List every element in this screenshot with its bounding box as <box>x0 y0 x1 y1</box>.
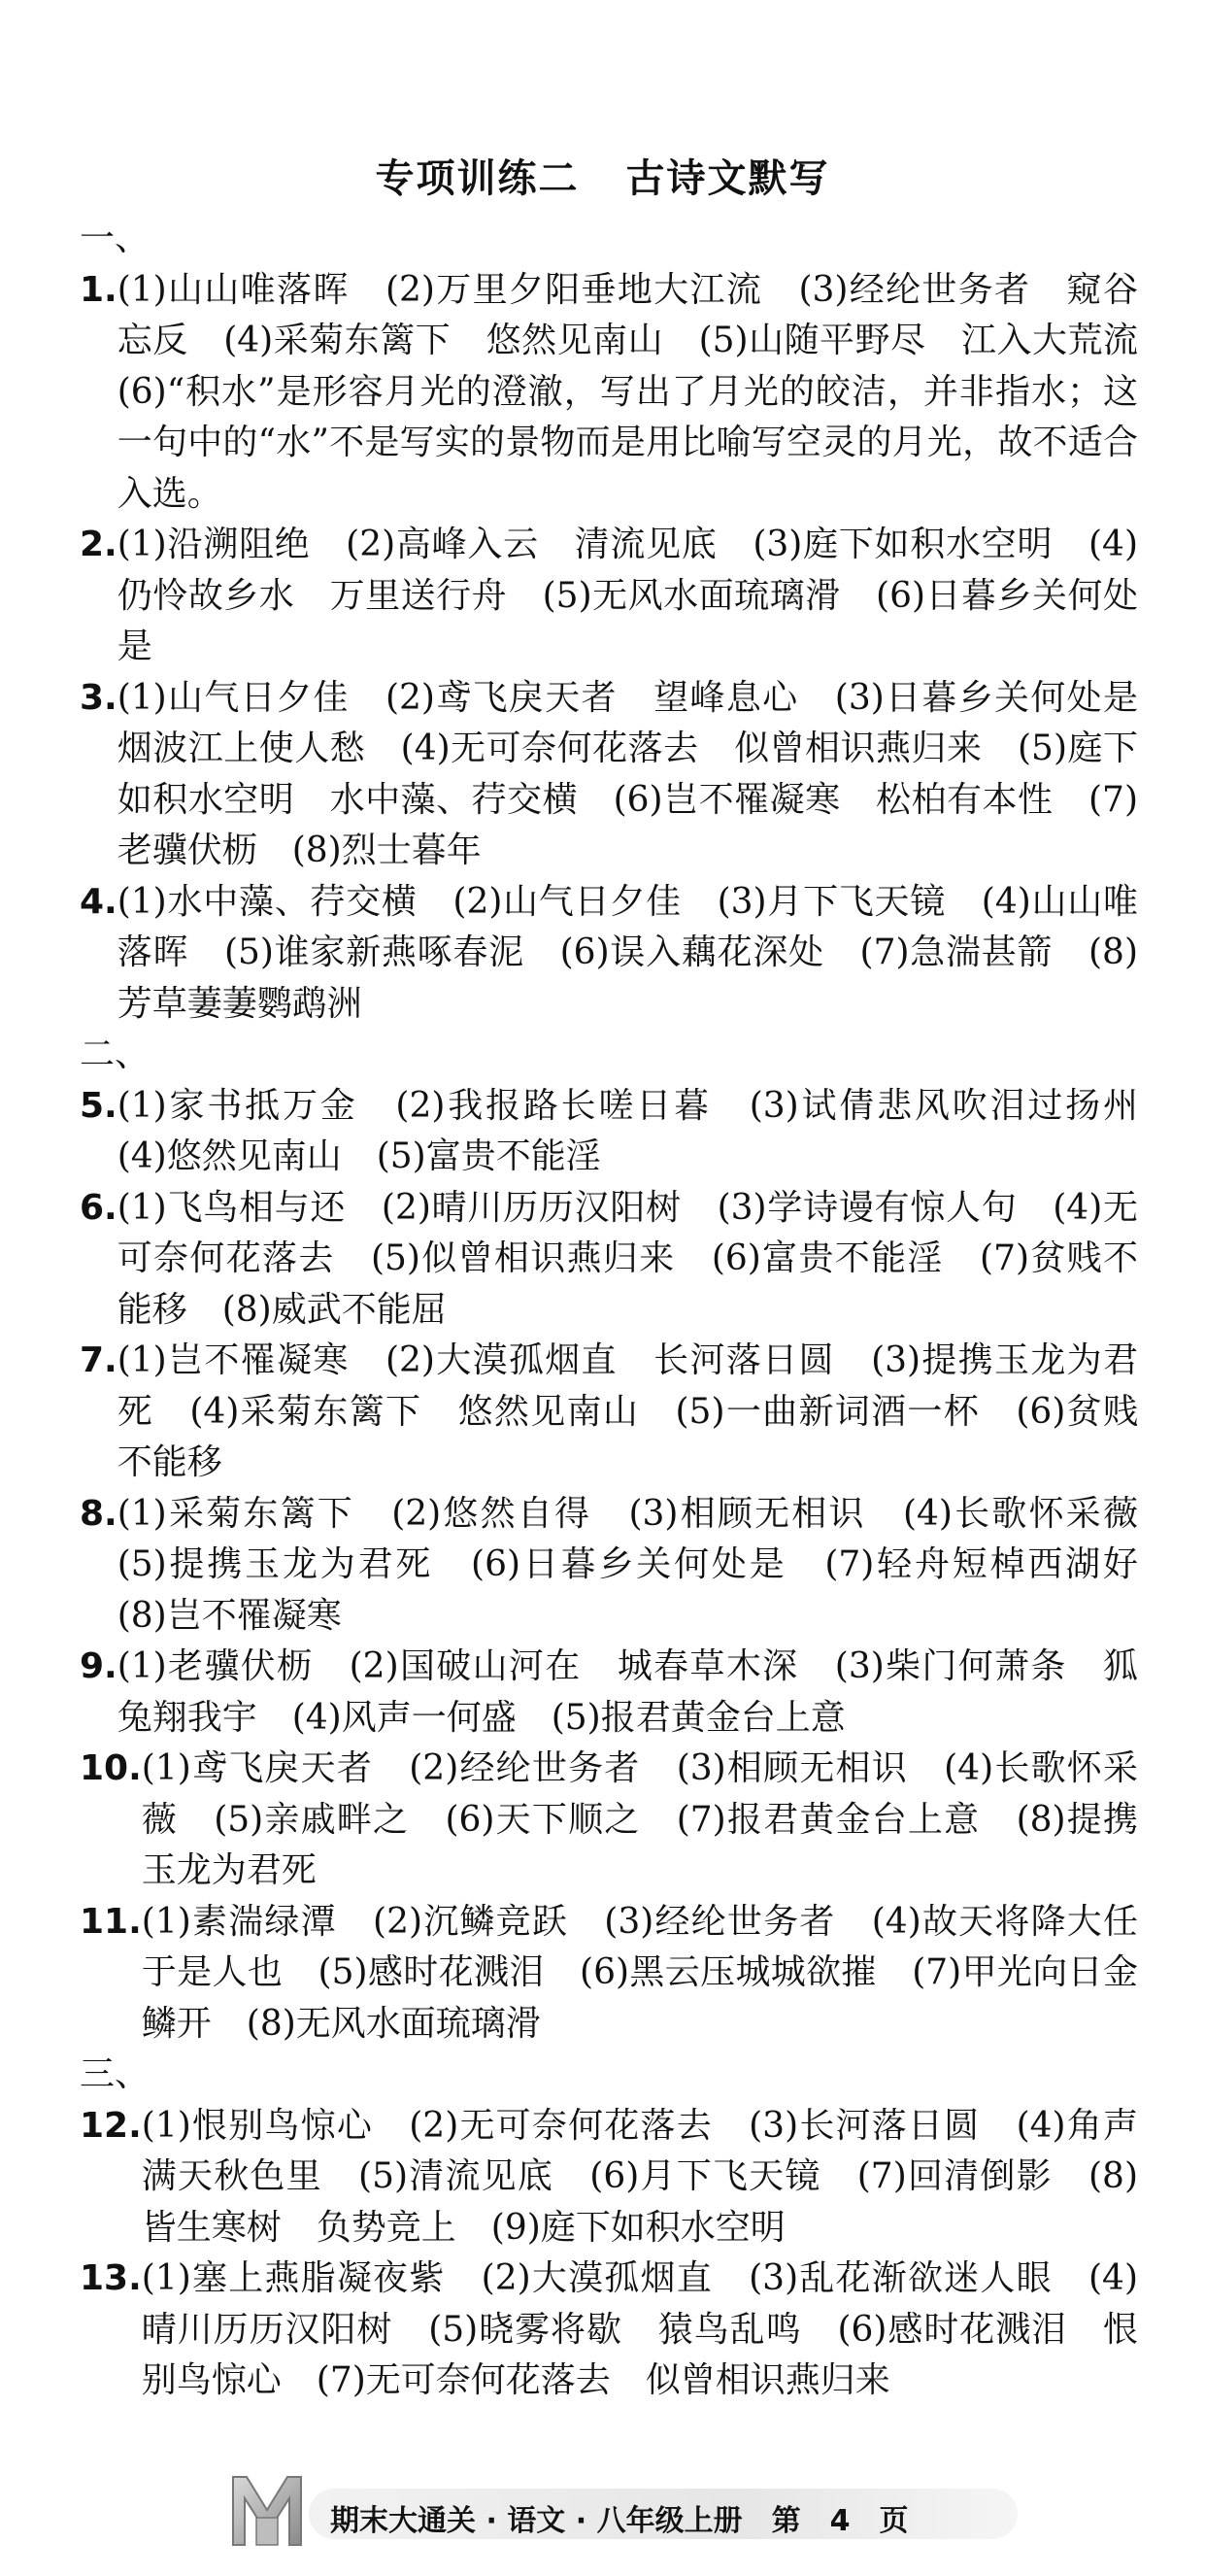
footer-page-label: 期末大通关 · 语文 · 八年级上册 第 4 页 <box>330 2504 909 2538</box>
page-title <box>0 148 1205 203</box>
question-answer: (1)沿溯阻绝 (2)高峰入云 清流见底 (3)庭下如积水空明 (4)仍怜故乡水 万里送行舟 (5)无风水面琉璃滑 (6)日暮乡关何处是 <box>117 525 1138 666</box>
question-10 <box>80 1744 1138 1897</box>
question-number: 4. <box>80 881 117 922</box>
section-heading-1: 一、 <box>80 219 151 258</box>
question-1 <box>80 265 1174 521</box>
question-answer: (1)家书抵万金 (2)我报路长嗟日暮 (3)试倩悲风吹泪过扬州 (4)悠然见南山 (5)富贵不能淫 <box>117 1085 1174 1176</box>
section-heading-3: 三、 <box>80 2054 151 2094</box>
question-2 <box>80 520 1138 673</box>
question-11 <box>80 1897 1138 2051</box>
title-topic: 专项训练二 <box>375 156 580 201</box>
answer-content <box>80 214 1174 2407</box>
question-answer: (1)山气日夕佳 (2)鸢飞戾天者 望峰息心 (3)日暮乡关何处是 烟波江上使人愁 (4)无可奈何花落去 似曾相识燕归来 (5)庭下如积水空明 水中藻、荇交横 (6)岂不罹凝寒 松柏有本性 (7)老骥伏枥 (8)烈士暮年 <box>117 677 1174 870</box>
question-number: 1. <box>80 269 117 310</box>
page-footer <box>0 2461 1205 2559</box>
question-number: 2. <box>80 525 117 564</box>
section-heading-2: 二、 <box>80 1034 151 1074</box>
question-number: 3. <box>80 677 117 718</box>
question-number: 11. <box>80 1901 142 1942</box>
question-number: 8. <box>80 1493 117 1534</box>
question-answer: (1)素湍绿潭 (2)沉鳞竞跃 (3)经纶世务者 (4)故天将降大任于是人也 (5)感时花溅泪 (6)黑云压城城欲摧 (7)甲光向日金鳞开 (8)无风水面琉璃滑 <box>141 1901 1138 2044</box>
question-answer: (1)鸢飞戾天者 (2)经纶世务者 (3)相顾无相识 (4)长歌怀采薇 (5)亲戚畔之 (6)天下顺之 (7)报君黄金台上意 (8)提携玉龙为君死 <box>141 1748 1138 1890</box>
question-8 <box>80 1489 1174 1643</box>
question-12 <box>80 2101 1138 2254</box>
question-answer: (1)塞上燕脂凝夜紫 (2)大漠孤烟直 (3)乱花渐欲迷人眼 (4)晴川历历汉阳树 (5)晓雾将歇 猿鸟乱鸣 (6)感时花溅泪 恨别鸟惊心 (7)无可奈何花落去 似曾相识燕归来 <box>141 2258 1138 2400</box>
question-7 <box>80 1336 1138 1489</box>
question-answer: (1)恨别鸟惊心 (2)无可奈何花落去 (3)长河落日圆 (4)角声满天秋色里 (5)清流见底 (6)月下飞天镜 (7)回清倒影 (8)皆生寒树 负势竞上 (9)庭下如积水空明 <box>141 2105 1138 2248</box>
question-answer: (1)水中藻、荇交横 (2)山气日夕佳 (3)月下飞天镜 (4)山山唯落晖 (5)谁家新燕啄春泥 (6)误入藕花深处 (7)急湍甚箭 (8)芳草萋萋鹦鹉洲 <box>117 881 1138 1024</box>
question-5 <box>80 1081 1174 1183</box>
brand-logo-icon <box>227 2469 307 2551</box>
question-answer: (1)飞鸟相与还 (2)晴川历历汉阳树 (3)学诗谩有惊人句 (4)无可奈何花落去 (5)似曾相识燕归来 (6)富贵不能淫 (7)贫贱不能移 (8)威武不能屈 <box>117 1187 1138 1330</box>
question-number: 6. <box>80 1187 117 1228</box>
question-number: 7. <box>80 1340 117 1380</box>
question-number: 10. <box>80 1748 142 1788</box>
question-9 <box>80 1642 1138 1744</box>
question-4 <box>80 877 1138 1031</box>
question-answer: (1)岂不罹凝寒 (2)大漠孤烟直 长河落日圆 (3)提携玉龙为君死 (4)采菊东篱下 悠然见南山 (5)一曲新词酒一杯 (6)贫贱不能移 <box>117 1340 1138 1482</box>
question-13 <box>80 2254 1138 2407</box>
question-3 <box>80 673 1174 877</box>
question-answer: (1)采菊东篱下 (2)悠然自得 (3)相顾无相识 (4)长歌怀采薇 (5)提携玉龙为君死 (6)日暮乡关何处是 (7)轻舟短棹西湖好 (8)岂不罹凝寒 <box>117 1493 1174 1636</box>
title-subject: 古诗文默写 <box>625 156 830 201</box>
question-number: 5. <box>80 1085 117 1126</box>
question-number: 12. <box>80 2105 142 2146</box>
question-answer: (1)老骥伏枥 (2)国破山河在 城春草木深 (3)柴门何萧条 狐兔翔我宇 (4)风声一何盛 (5)报君黄金台上意 <box>117 1646 1138 1738</box>
question-number: 9. <box>80 1646 117 1686</box>
question-answer: (1)山山唯落晖 (2)万里夕阳垂地大江流 (3)经纶世务者 窥谷忘反 (4)采菊东篱下 悠然见南山 (5)山随平野尽 江入大荒流 (6)“积水”是形容月光的澄澈，写出了月光的皎洁，并非指水；这一句中的“水”不是写实的景物而是用比喻写空灵的月光，故不适合入选。 <box>117 269 1174 514</box>
question-number: 13. <box>80 2258 142 2298</box>
question-6 <box>80 1183 1138 1337</box>
